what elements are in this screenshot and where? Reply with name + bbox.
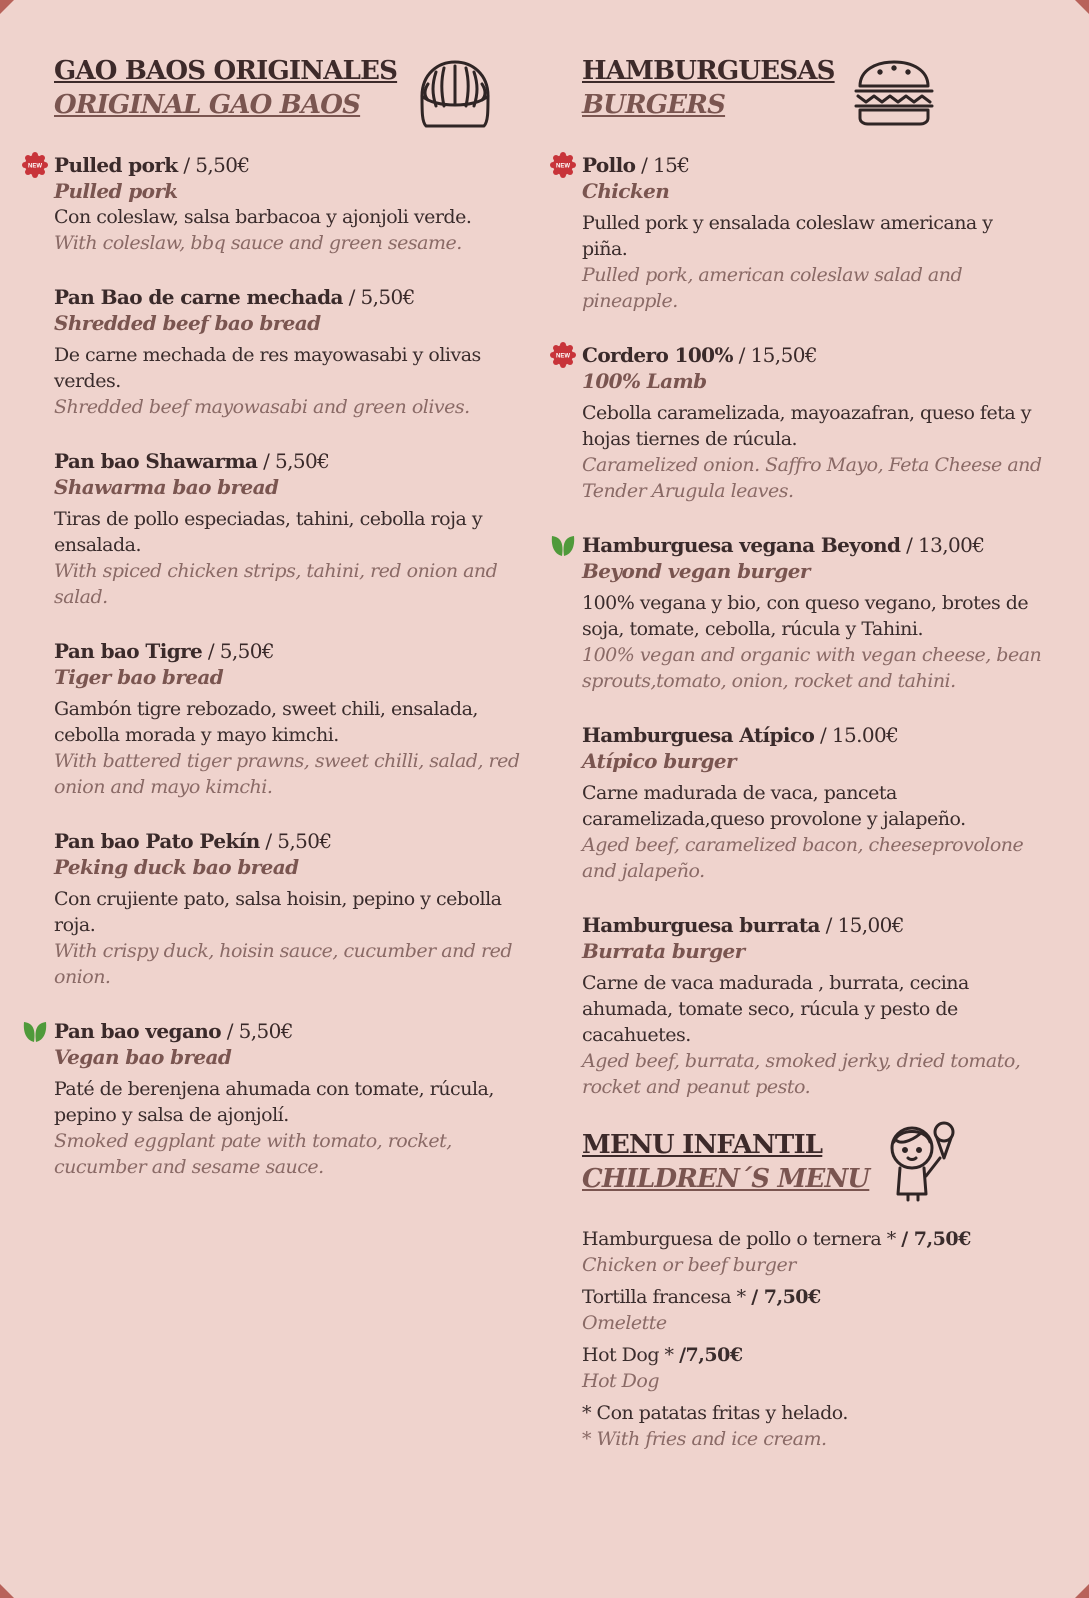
kids-item-name: Hamburguesa de pollo o ternera * <box>582 1228 902 1250</box>
item-description-en: With coleslaw, bbq sauce and green sesame. <box>54 232 462 254</box>
item-description: Carne madurada de vaca, panceta caramelizada,queso provolone y jalapeño. <box>582 782 966 830</box>
menu-item <box>582 912 1042 1100</box>
item-description: De carne mechada de res mayowasabi y olivas verdes. <box>54 344 481 392</box>
child-icon <box>882 1118 962 1204</box>
item-description-en: With battered tiger prawns, sweet chilli, salad, red onion and mayo kimchi. <box>54 750 520 798</box>
item-description: Con crujiente pato, salsa hoisin, pepino y cebolla roja. <box>54 888 502 936</box>
item-name-en: Peking duck bao bread <box>54 855 299 879</box>
kids-menu-item <box>582 1400 1042 1452</box>
item-name: Pan bao Tigre <box>54 639 203 663</box>
item-description: Paté de berenjena ahumada con tomate, rúcula, pepino y salsa de ajonjolí. <box>54 1078 494 1126</box>
item-price: / 13,00€ <box>900 533 985 557</box>
item-description: Pulled pork y ensalada coleslaw americana y piña. <box>582 212 993 260</box>
burgers-section <box>556 54 1042 1458</box>
new-badge-icon <box>550 342 576 368</box>
item-name-en: Shredded beef bao bread <box>54 311 321 335</box>
section-title-es: GAO BAOS ORIGINALES <box>54 56 398 86</box>
item-name: Pan Bao de carne mechada <box>54 285 343 309</box>
item-description: Carne de vaca madurada , burrata, cecina ahumada, tomate seco, rúcula y pesto de cacahuetes. <box>582 972 969 1046</box>
item-description: Tiras de pollo especiadas, tahini, cebolla roja y ensalada. <box>54 508 483 556</box>
corner-decoration <box>1075 1584 1089 1598</box>
section-title-en: ORIGINAL GAO BAOS <box>54 90 361 120</box>
vegan-leaf-icon <box>22 1018 48 1044</box>
bao-icon <box>414 56 496 130</box>
item-title <box>582 722 1042 748</box>
item-title <box>582 532 1042 558</box>
item-description: Con coleslaw, salsa barbacoa y ajonjoli verde. <box>54 206 472 228</box>
menu-item <box>54 284 524 420</box>
kids-menu-item <box>582 1342 1042 1394</box>
item-price: / 15€ <box>635 153 690 177</box>
section-header <box>54 54 524 132</box>
kids-item-title <box>582 1226 1042 1252</box>
item-description-en: Aged beef, caramelized bacon, cheeseprovolone and jalapeño. <box>582 834 1024 882</box>
item-title <box>54 152 524 178</box>
item-description-en: Aged beef, burrata, smoked jerky, dried tomato, rocket and peanut pesto. <box>582 1050 1021 1098</box>
svg-text:NEW: NEW <box>556 353 570 360</box>
item-description: Cebolla caramelizada, mayoazafran, queso feta y hojas tiernes de rúcula. <box>582 402 1031 450</box>
item-title <box>54 448 524 474</box>
item-name-en: Atípico burger <box>582 749 736 773</box>
menu-item <box>582 532 1042 694</box>
item-price: / 15,00€ <box>819 913 904 937</box>
menu-item <box>582 722 1042 884</box>
corner-decoration <box>1075 0 1089 14</box>
item-title <box>54 1018 524 1044</box>
item-price: / 15.00€ <box>814 723 899 747</box>
item-price: / 5,50€ <box>177 153 250 177</box>
item-price: / 5,50€ <box>202 639 275 663</box>
kids-item-name-en: * With fries and ice cream. <box>582 1428 827 1450</box>
section-header <box>582 54 1042 132</box>
corner-decoration <box>0 1584 14 1598</box>
item-name-en: Chicken <box>582 179 670 203</box>
kids-item-name-en: Chicken or beef burger <box>582 1254 796 1276</box>
gao-baos-section <box>28 54 524 1208</box>
item-name: Hamburguesa vegana Beyond <box>582 533 901 557</box>
item-description-en: Smoked eggplant pate with tomato, rocket, cucumber and sesame sauce. <box>54 1130 452 1178</box>
item-name: Cordero 100% <box>582 343 733 367</box>
kids-item-price: /7,50€ <box>679 1344 743 1366</box>
item-description-en: Pulled pork, american coleslaw salad and pineapple. <box>582 264 963 312</box>
item-name-en: Beyond vegan burger <box>582 559 810 583</box>
item-title <box>54 828 524 854</box>
kids-title-es: MENU INFANTIL <box>582 1130 823 1160</box>
menu-item <box>556 152 1042 314</box>
menu-item <box>54 638 524 800</box>
item-name-en: Pulled pork <box>54 179 178 203</box>
corner-decoration <box>0 0 14 14</box>
kids-item-name: * Con patatas fritas y helado. <box>582 1402 848 1424</box>
item-title <box>582 912 1042 938</box>
kids-item-name-en: Hot Dog <box>582 1370 660 1392</box>
item-description-en: 100% vegan and organic with vegan cheese, bean sprouts,tomato, onion, rocket and tahini. <box>582 644 1042 692</box>
kids-title-en: CHILDREN´S MENU <box>582 1164 870 1194</box>
new-badge-icon <box>550 152 576 178</box>
item-name: Pan bao Pato Pekín <box>54 829 260 853</box>
item-name: Hamburguesa Atípico <box>582 723 815 747</box>
kids-item-name: Hot Dog * <box>582 1344 680 1366</box>
kids-item-title <box>582 1284 1042 1310</box>
section-title-es: HAMBURGUESAS <box>582 56 835 86</box>
item-title <box>54 638 524 664</box>
item-description-en: Shredded beef mayowasabi and green olives. <box>54 396 470 418</box>
kids-section-header <box>582 1128 1042 1206</box>
svg-text:NEW: NEW <box>28 163 42 170</box>
item-description-en: With spiced chicken strips, tahini, red onion and salad. <box>54 560 498 608</box>
vegan-leaf-icon <box>550 532 576 558</box>
menu-item <box>54 1018 524 1180</box>
item-title <box>54 284 524 310</box>
item-name: Hamburguesa burrata <box>582 913 820 937</box>
new-badge-icon <box>22 152 48 178</box>
item-description: Gambón tigre rebozado, sweet chili, ensalada, cebolla morada y mayo kimchi. <box>54 698 478 746</box>
item-name: Pan bao vegano <box>54 1019 221 1043</box>
item-title <box>582 152 1042 178</box>
kids-item-name-en: Omelette <box>582 1312 667 1334</box>
item-description-en: Caramelized onion. Saffro Mayo, Feta Cheese and Tender Arugula leaves. <box>582 454 1042 502</box>
item-title <box>582 342 1042 368</box>
item-price: / 5,50€ <box>259 829 332 853</box>
item-price: / 5,50€ <box>342 285 415 309</box>
burger-icon <box>852 58 936 128</box>
item-price: / 5,50€ <box>257 449 330 473</box>
item-name: Pollo <box>582 153 636 177</box>
menu-item <box>54 448 524 610</box>
item-name: Pulled pork <box>54 153 178 177</box>
kids-menu-item <box>582 1226 1042 1278</box>
item-price: / 15,50€ <box>732 343 817 367</box>
kids-item-title <box>582 1400 1042 1426</box>
kids-menu-item <box>582 1284 1042 1336</box>
item-name-en: Burrata burger <box>582 939 745 963</box>
kids-item-title <box>582 1342 1042 1368</box>
menu-item <box>556 342 1042 504</box>
kids-item-name: Tortilla francesa * <box>582 1286 752 1308</box>
kids-item-price: / 7,50€ <box>901 1228 971 1250</box>
item-name-en: Shawarma bao bread <box>54 475 279 499</box>
item-description-en: With crispy duck, hoisin sauce, cucumber and red onion. <box>54 940 512 988</box>
menu-item <box>54 828 524 990</box>
item-name: Pan bao Shawarma <box>54 449 258 473</box>
section-title-en: BURGERS <box>582 90 726 120</box>
kids-item-price: / 7,50€ <box>751 1286 821 1308</box>
menu-item <box>28 152 524 256</box>
item-name-en: Tiger bao bread <box>54 665 224 689</box>
svg-text:NEW: NEW <box>556 163 570 170</box>
item-description: 100% vegana y bio, con queso vegano, brotes de soja, tomate, cebolla, rúcula y Tahini. <box>582 592 1029 640</box>
item-price: / 5,50€ <box>220 1019 293 1043</box>
item-name-en: Vegan bao bread <box>54 1045 232 1069</box>
item-name-en: 100% Lamb <box>582 369 707 393</box>
